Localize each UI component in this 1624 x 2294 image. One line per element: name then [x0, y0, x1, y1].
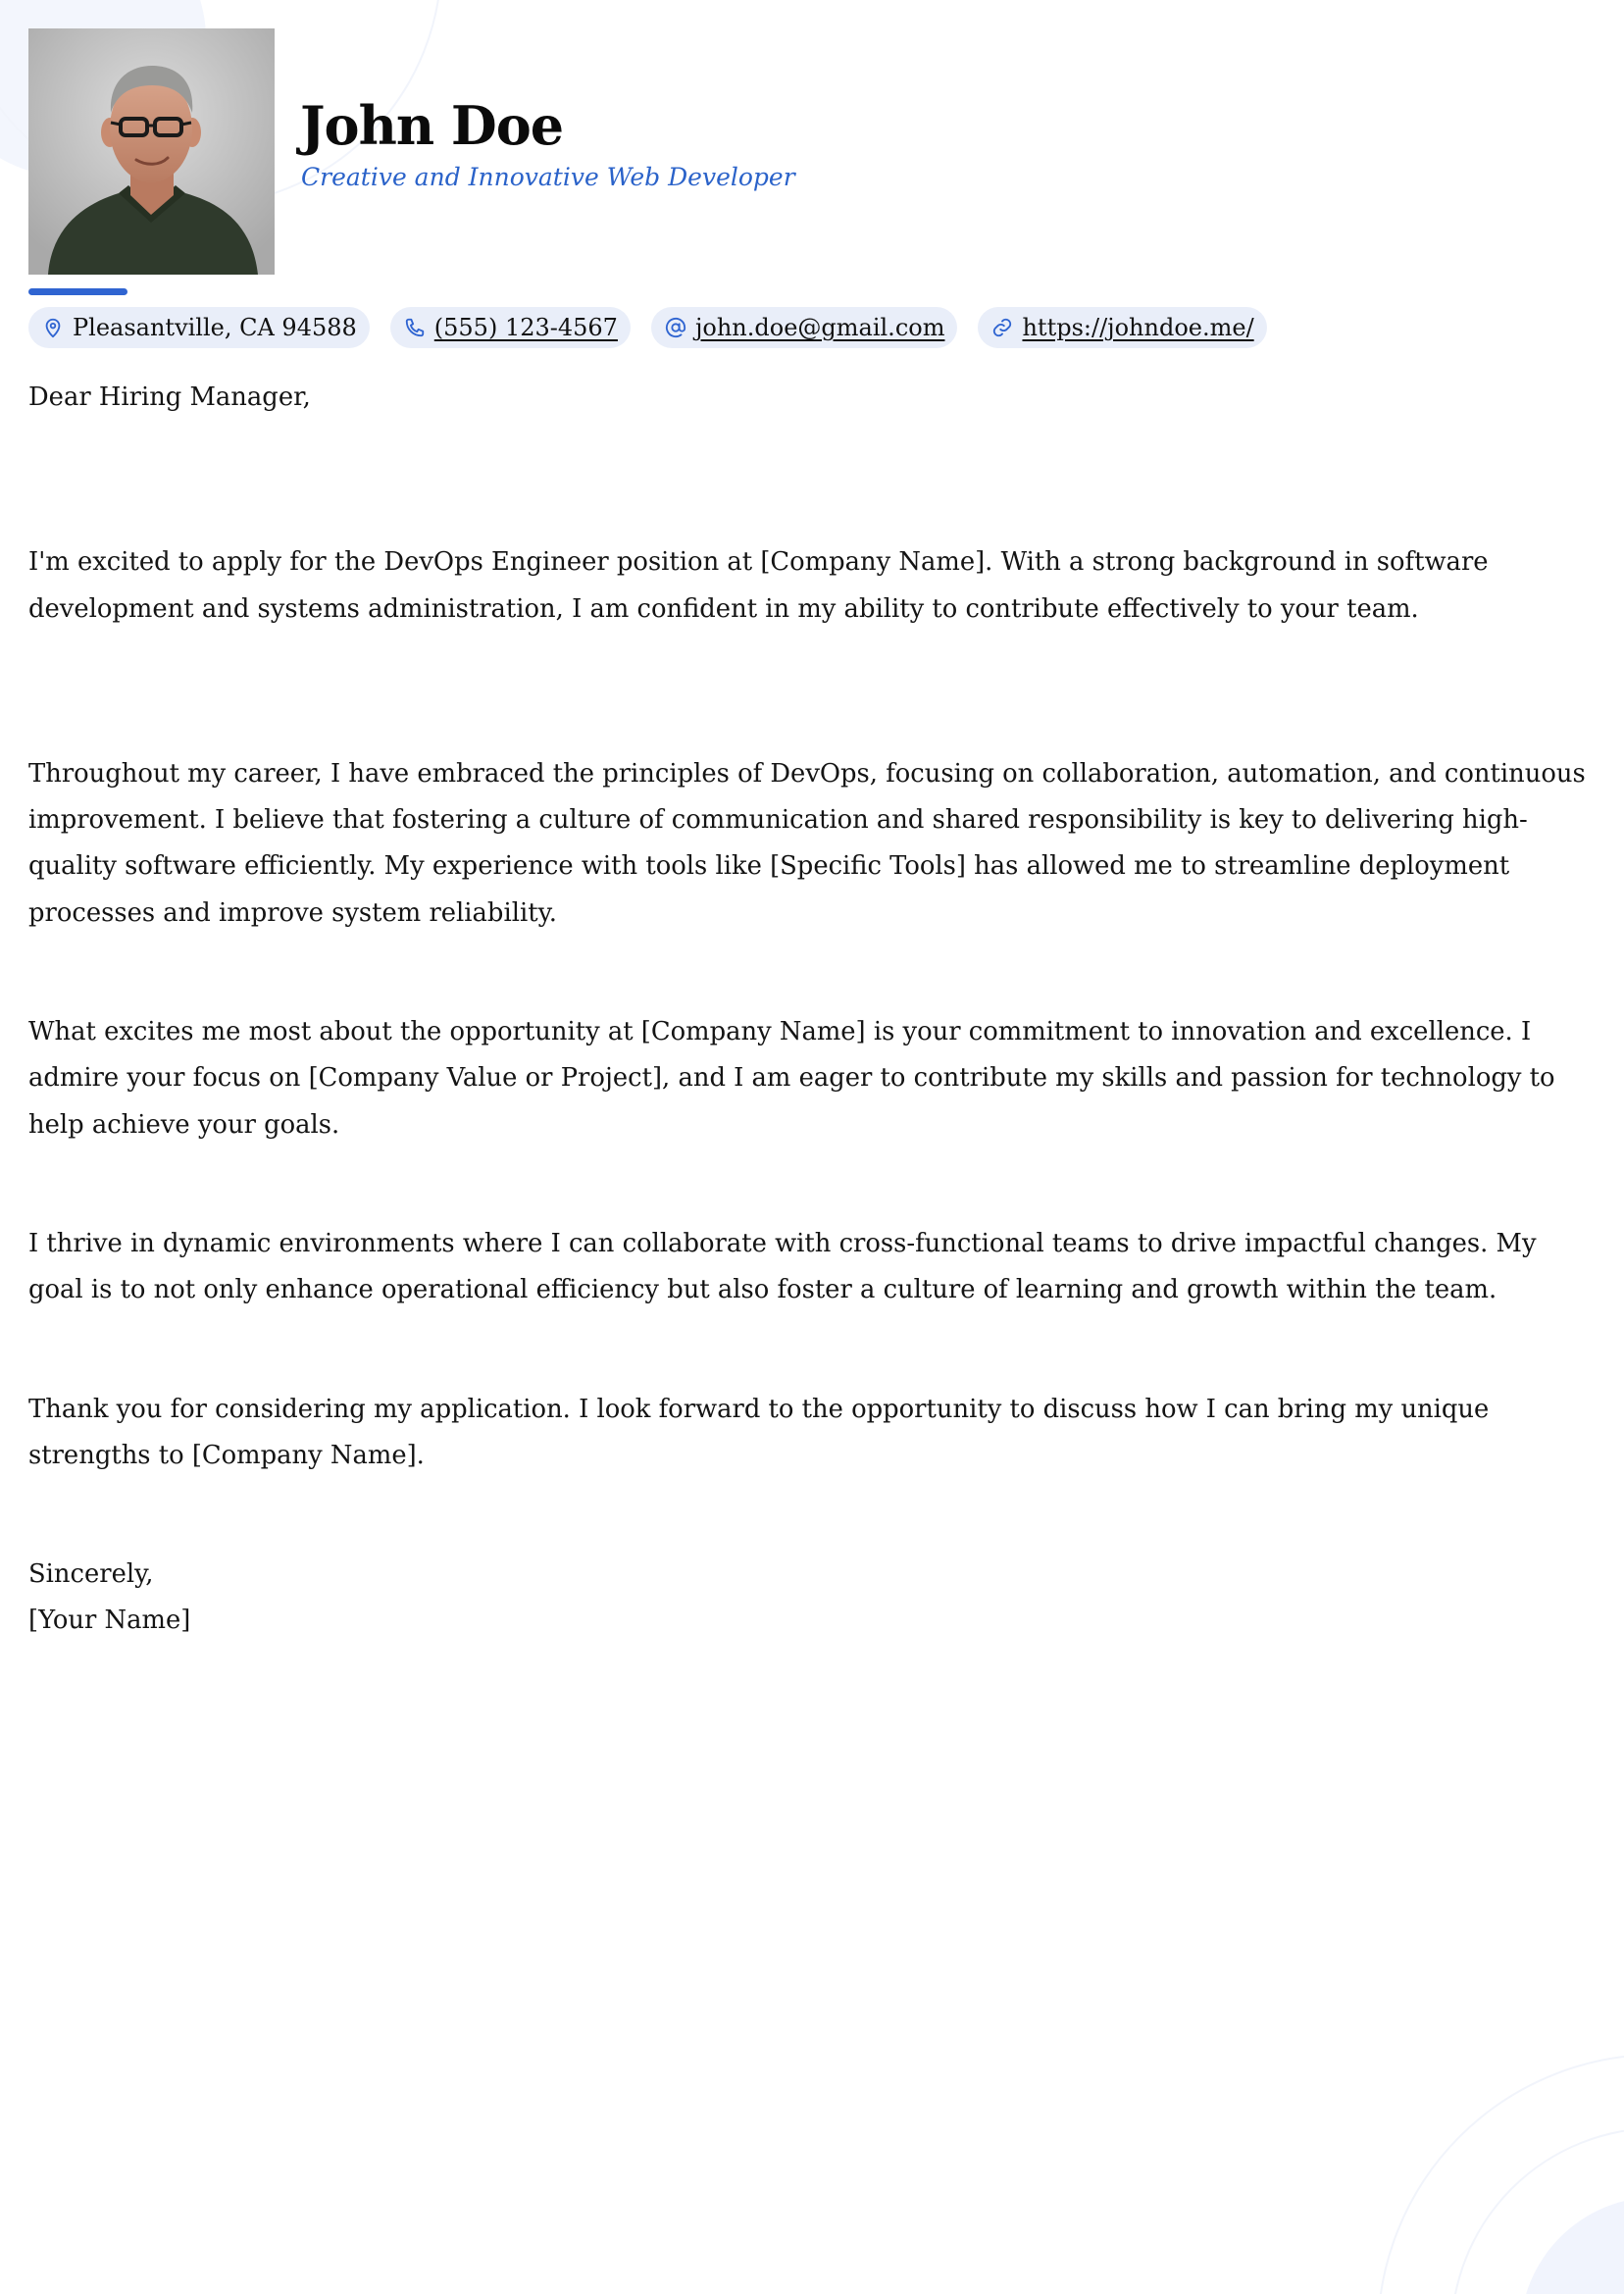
paragraph: I'm excited to apply for the DevOps Engineer position at [Company Name]. With a strong background in software development and systems administration, I am confident in my ability to contribute effectively to your team.: [28, 547, 1489, 624]
paragraph: What excites me most about the opportunity at [Company Name] is your commitment to innovation and excellence. I admire your focus on [Company Value or Project], and I am eager to contribute my skills and passion for technology to help achieve your goals.: [28, 1017, 1555, 1140]
link-icon: [991, 317, 1013, 338]
closing: Sincerely,: [28, 1559, 154, 1590]
paragraph: Thank you for considering my application. I look forward to the opportunity to discuss how I can bring my unique strengths to [Company Name].: [28, 1394, 1490, 1470]
paragraph: Throughout my career, I have embraced the principles of DevOps, focusing on collaboration, automation, and continuous improvement. I believe that fostering a culture of communication and shared responsibility is key to delivering high-quality software efficiently. My experience with tools like [Specific Tools] has allowed me to streamline deployment processes and improve system reliability.: [28, 758, 1586, 928]
applicant-name: John Doe: [300, 94, 564, 157]
portrait-image: [28, 28, 275, 275]
contact-list: [28, 307, 1267, 348]
applicant-tagline: Creative and Innovative Web Developer: [301, 163, 795, 191]
contact-phone-link[interactable]: (555) 123-4567: [433, 314, 618, 341]
signature: [Your Name]: [28, 1606, 191, 1636]
accent-bar: [28, 288, 127, 295]
contact-website: [978, 307, 1266, 348]
contact-location: [28, 307, 370, 348]
contact-phone: [390, 307, 631, 348]
salutation: Dear Hiring Manager,: [28, 382, 311, 412]
letter-body: [28, 375, 1598, 1645]
contact-location-text: Pleasantville, CA 94588: [73, 314, 357, 341]
contact-website-link[interactable]: https://johndoe.me/: [1022, 314, 1254, 341]
at-sign-icon: [665, 317, 686, 338]
header: [28, 28, 1598, 341]
paragraph: I thrive in dynamic environments where I can collaborate with cross-functional teams to drive impactful changes. My goal is to not only enhance operational efficiency but also foster a culture of learning and growth within the team.: [28, 1228, 1537, 1305]
map-pin-icon: [42, 317, 64, 338]
phone-icon: [404, 317, 426, 338]
contact-email-link[interactable]: john.doe@gmail.com: [694, 314, 945, 341]
profile-photo: [28, 28, 275, 275]
contact-email: [651, 307, 958, 348]
cover-letter-page: [28, 28, 1598, 1636]
